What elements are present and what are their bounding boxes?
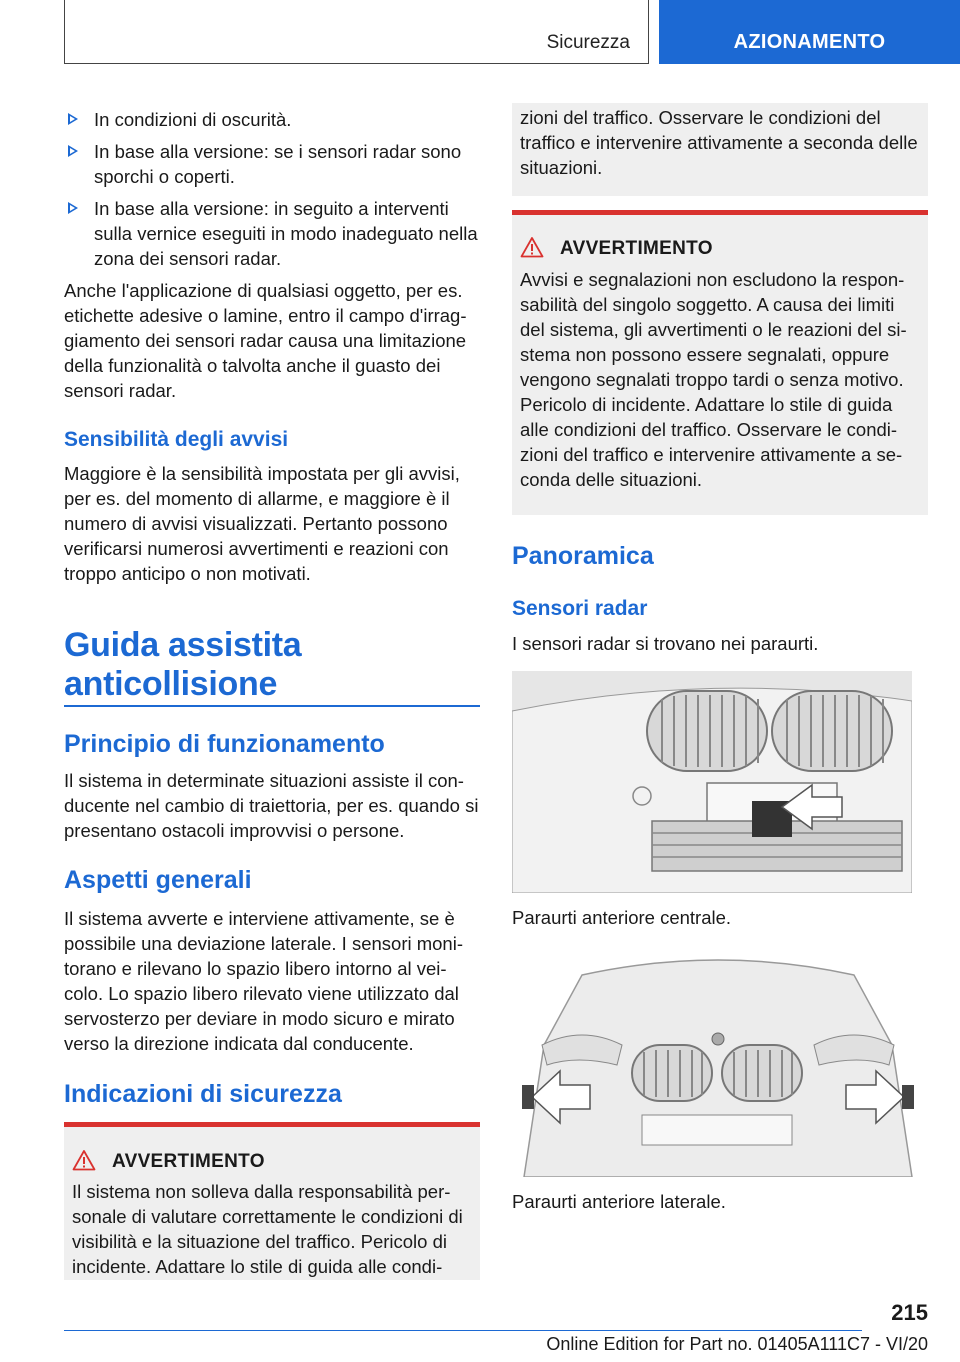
warning-bar: [64, 1122, 480, 1127]
section-heading: Aspetti generali: [64, 866, 252, 894]
paragraph: I sensori radar si trovano nei paraurti.: [512, 633, 819, 654]
subsection-heading: Sensori radar: [512, 597, 648, 620]
bumper-lateral-illustration: [522, 955, 914, 1177]
paragraph: Il sistema in determinate situazioni assiste il con-ducente nel cambio di traiettoria, per es. quando si presentano ostacoli improvvisi o persone.: [64, 770, 479, 841]
warning-text: zioni del traffico. Osservare le condizioni del traffico e intervenire attivamente a seconda delle situazioni.: [520, 107, 918, 178]
warning-triangle-icon: [520, 236, 544, 258]
header-section-title: Sicurezza: [546, 32, 630, 53]
warning-text: Avvisi e segnalazioni non escludono la respon-sabilità del singolo soggetto. A causa dei limiti del sistema, gli avvertimenti o le reazioni del si-stema non possono essere segnalati, oppure vengono segnalati troppo tardi o senza motivo. Pericolo di incidente. Adattare lo stile di guida alle condizioni del traffico. Osservare le condi-zioni del traffico e intervenire attivamente a se-conda delle situazioni.: [520, 269, 907, 490]
paragraph: Maggiore è la sensibilità impostata per gli avvisi, per es. del momento di allarme, e maggiore è il numero di avvisi visualizzati. Pertanto possono verificarsi numerosi avvertimenti e reazioni con troppo anticipo o non motivati.: [64, 463, 460, 584]
footer-divider: [64, 1330, 862, 1331]
edition-text: Online Edition for Part no. 01405A111C7 - VI/20: [546, 1334, 928, 1354]
warning-box: [64, 1122, 480, 1280]
warning-title: AVVERTIMENTO: [560, 238, 713, 259]
list-item-text: In condizioni di oscurità.: [94, 109, 292, 130]
section-heading: Panoramica: [512, 542, 654, 570]
header-chapter-tab[interactable]: [659, 0, 960, 64]
header-chapter-label: AZIONAMENTO: [733, 31, 886, 53]
list-item-text: In base alla versione: in seguito a interventi sulla vernice eseguiti in modo inadeguato nella zona dei sensori radar.: [94, 198, 478, 269]
section-heading: Sensibilità degli avvisi: [64, 428, 289, 451]
triangle-bullet-icon: [68, 202, 78, 214]
warning-continuation-box: [512, 103, 928, 196]
paragraph: Anche l'applicazione di qualsiasi oggetto, per es. etichette adesive o lamine, entro il campo d'irrag-giamento dei sensori radar causa una limitazione della funzionalità o talvolta anche il guasto dei sensori radar.: [64, 280, 467, 401]
chapter-title-line: anticollisione: [64, 665, 278, 703]
warning-text: Il sistema non solleva dalla responsabilità per-sonale di valutare correttamente le condizioni di visibilità e la situazione del traffico. Pericolo di incidente. Adattare lo stile di guida alle condi-: [72, 1181, 463, 1277]
chapter-title-line: Guida assistita: [64, 626, 302, 664]
chapter-title: [64, 626, 301, 704]
warning-triangle-icon: [72, 1149, 96, 1171]
bumper-center-illustration: [512, 671, 912, 893]
warning-title: AVVERTIMENTO: [112, 1151, 265, 1172]
image-caption: Paraurti anteriore centrale.: [512, 907, 732, 928]
section-heading: Principio di funzionamento: [64, 730, 385, 758]
page-number: 215: [891, 1300, 928, 1325]
image-caption: Paraurti anteriore laterale.: [512, 1191, 726, 1212]
section-heading: Indicazioni di sicurezza: [64, 1080, 342, 1108]
chapter-divider: [64, 705, 480, 707]
triangle-bullet-icon: [68, 145, 78, 157]
header-section-box: [64, 0, 649, 64]
paragraph: Il sistema avverte e interviene attivamente, se è possibile una deviazione laterale. I sensori moni-torano e rilevano lo spazio libero intorno al vei-colo. Lo spazio libero rilevato viene utilizzato dal servosterzo per deviare in modo sicuro e mirato verso la direzione indicata dal conducente.: [64, 908, 463, 1054]
warning-box: [512, 210, 928, 515]
warning-bar: [512, 210, 928, 215]
list-item-text: In base alla versione: se i sensori radar sono sporchi o coperti.: [94, 141, 462, 187]
triangle-bullet-icon: [68, 113, 78, 125]
